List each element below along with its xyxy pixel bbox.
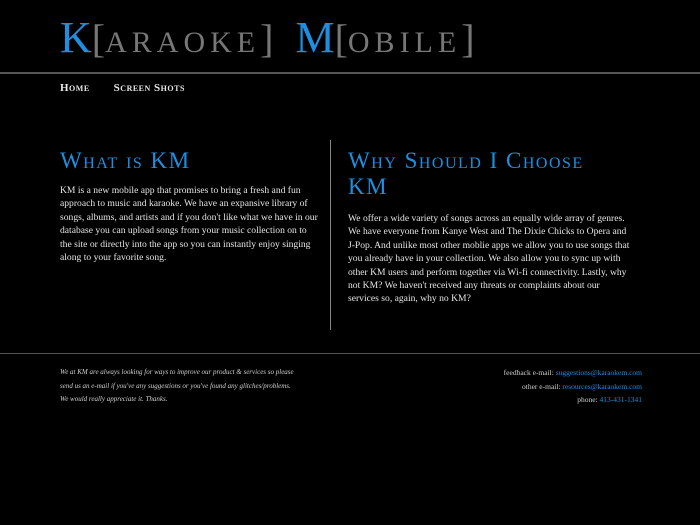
logo-araoke: ARAOKE — [105, 26, 261, 59]
why-choose-km-heading: Why Should I Choose KM — [348, 148, 584, 199]
why-choose-km-section — [348, 148, 630, 306]
nav-home-link[interactable]: Home — [60, 82, 90, 94]
phone-label: phone: — [577, 395, 600, 404]
other-email-link[interactable]: resources@karaokem.com — [562, 381, 642, 391]
what-is-km-heading: What is KM — [60, 148, 191, 173]
footer-contacts — [504, 366, 642, 407]
logo-bracket-close-1: ] — [260, 16, 274, 61]
logo-bracket-close-2: ] — [461, 16, 475, 61]
what-is-km-body: KM is a new mobile app that promises to bring a fresh and fun approach to music and karaoke. We have an expansive library of songs, albums, and artists and if you don't like what we have in our database you can upload songs from your music collection on to the site or directly into the app so you can instantly enjoy singing along to your favorite song. — [60, 185, 318, 264]
feedback-email-link[interactable]: suggestions@karaokem.com — [555, 368, 642, 377]
phone-link[interactable]: 413-431-1341 — [599, 395, 642, 404]
feedback-email-label: feedback e-mail: — [503, 368, 556, 377]
site-logo[interactable] — [60, 12, 475, 64]
other-email-row — [504, 380, 642, 394]
footer-divider — [0, 353, 700, 354]
nav-screen-shots-link[interactable]: Screen Shots — [113, 82, 185, 94]
phone-row — [504, 393, 642, 407]
main-nav — [60, 82, 185, 94]
what-is-km-section — [60, 148, 318, 264]
logo-obile: OBILE — [347, 26, 462, 59]
feedback-email-row — [504, 366, 642, 380]
footer-note: We at KM are always looking for ways to improve our product & services so please send us an e-mail if you've any suggestions or you've found any glitches/problems. We would really appreciate it. Thanks. — [60, 368, 294, 403]
why-choose-km-body: We offer a wide variety of songs across an equally wide array of genres. We have everyone from Kanye West and The Dixie Chicks to Opera and J-Pop. And unlike most other moblie apps we allow you to use songs that you already have in your collection. We also allow you to sync up with other KM users and perform together via Wi-fi connectivity. Lastly, why not KM? We haven't received any threats or complaints about our services so, again, why no KM? — [348, 213, 630, 305]
header-divider — [0, 72, 700, 74]
logo-k: K — [60, 13, 92, 62]
logo-bracket-open-1: [ — [91, 16, 106, 61]
other-email-label: other e-mail: — [522, 381, 563, 391]
logo-bracket-open-2: [ — [334, 16, 348, 61]
logo-m: M — [295, 13, 335, 62]
column-divider — [330, 140, 331, 330]
